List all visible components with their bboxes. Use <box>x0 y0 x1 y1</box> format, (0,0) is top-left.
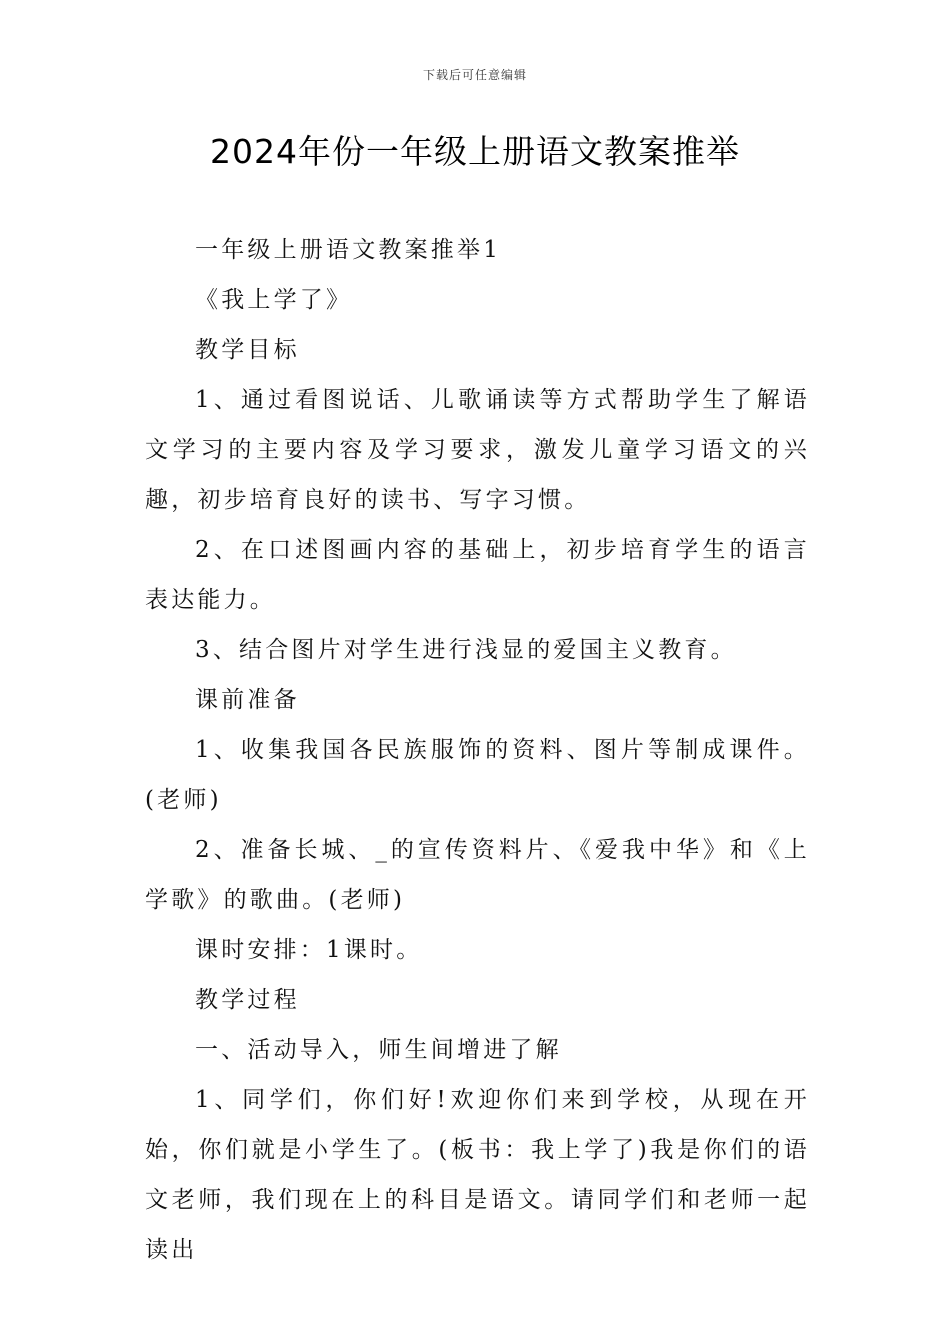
paragraph: 1、收集我国各民族服饰的资料、图片等制成课件。(老师) <box>145 737 810 813</box>
paragraph: 2、准备长城、_的宣传资料片、《爱我中华》和《上学歌》的歌曲。(老师) <box>145 837 810 913</box>
document-title: 2024年份一年级上册语文教案推举 <box>210 132 740 171</box>
paragraph: 课时安排：1课时。 <box>195 937 423 963</box>
paragraph: 3、结合图片对学生进行浅显的爱国主义教育。 <box>195 637 737 663</box>
subheading-teaching-goals: 教学目标 <box>195 337 300 363</box>
lesson-title: 《我上学了》 <box>195 287 353 313</box>
paragraph: 1、同学们，你们好!欢迎你们来到学校，从现在开始，你们就是小学生了。(板书：我上学了)我是你们的语文老师，我们现在上的科目是语文。请同学们和老师一起读出 <box>145 1087 810 1263</box>
paragraph: 1、通过看图说话、儿歌诵读等方式帮助学生了解语文学习的主要内容及学习要求，激发儿童学习语文的兴趣，初步培育良好的读书、写字习惯。 <box>145 387 810 513</box>
subheading-teaching-process: 教学过程 <box>195 987 300 1013</box>
document-body <box>145 225 810 1275</box>
paragraph: 一、活动导入，师生间增进了解 <box>195 1037 562 1063</box>
header-note: 下载后可任意编辑 <box>422 68 527 82</box>
subheading-preparation: 课前准备 <box>195 687 300 713</box>
paragraph: 2、在口述图画内容的基础上，初步培育学生的语言表达能力。 <box>145 537 810 613</box>
section-heading: 一年级上册语文教案推举1 <box>195 237 502 263</box>
